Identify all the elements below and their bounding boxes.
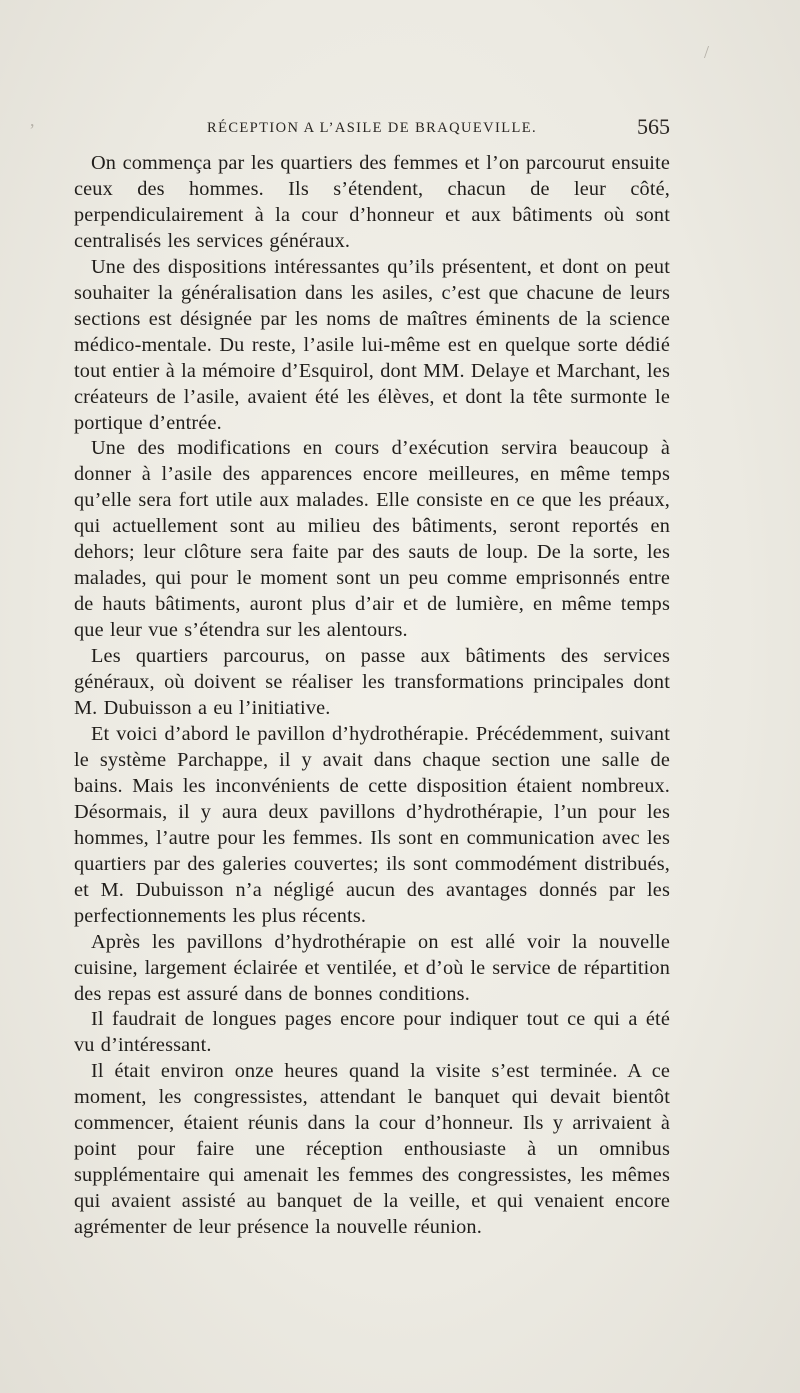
page-number: 565 (637, 114, 670, 139)
margin-mark: / (704, 42, 710, 62)
text-block (74, 151, 670, 1241)
paragraph-3: Une des modifications en cours d’exécution servira beaucoup à donner à l’asile des apparences encore meilleures, en même temps qu’elle sera fort utile aux malades. Elle consiste en ce que les préaux, qui actuellement sont au milieu des bâtiments, seront reportés en dehors; leur clôture sera faite par des sauts de loup. De la sorte, les malades, qui pour le moment sont un peu comme emprisonnés entre de hauts bâtiments, auront plus d’air et de lumière, en même temps que leur vue s’étendra sur les alentours. (74, 437, 670, 642)
paragraph-8: Il était environ onze heures quand la visite s’est terminée. A ce moment, les congressistes, attendant le banquet qui devait bientôt commencer, étaient réunis dans la cour d’honneur. Ils y arrivaient à point pour faire une réception enthousiaste à un omnibus supplémentaire qui amenait les femmes des congressistes, les mêmes qui avaient assisté au banquet de la veille, et qui venaient encore agrémenter de leur présence la nouvelle réunion. (74, 1060, 670, 1239)
paragraph-5: Et voici d’abord le pavillon d’hydrothérapie. Précédemment, suivant le système Parchappe, il y avait dans chaque section une salle de bains. Mais les inconvénients de cette disposition étaient nombreux. Désormais, il y aura deux pavillons d’hydrothérapie, l’un pour les hommes, l’autre pour les femmes. Ils sont en communication avec les quartiers par des galeries couvertes; ils sont commodément distribués, et M. Dubuisson n’a négligé aucun des avantages donnés par les perfectionnements les plus récents. (74, 722, 670, 927)
paragraph-1: On commença par les quartiers des femmes et l’on parcourut ensuite ceux des hommes. Ils s’étendent, chacun de leur côté, perpendiculairement à la cour d’honneur et aux bâtiments où sont centralisés les services généraux. (74, 152, 670, 252)
paragraph-6: Après les pavillons d’hydrothérapie on est allé voir la nouvelle cuisine, largement éclairée et ventilée, et d’où le service de répartition des repas est assuré dans de bonnes conditions. (74, 930, 670, 1005)
running-head (74, 116, 670, 142)
paragraph-7: Il faudrait de longues pages encore pour indiquer tout ce qui a été vu d’intéressant. (74, 1008, 670, 1057)
paragraph-2: Une des dispositions intéressantes qu’ils présentent, et dont on peut souhaiter la généralisation dans les asiles, c’est que chacune de leurs sections est désignée par les noms de maîtres éminents de la science médico-mentale. Du reste, l’asile lui-même est en quelque sorte dédié tout entier à la mémoire d’Esquirol, dont MM. Delaye et Marchant, les créateurs de l’asile, avaient été les élèves, et dont la tête surmonte le portique d’entrée. (74, 255, 670, 434)
paragraph-4: Les quartiers parcourus, on passe aux bâtiments des services généraux, où doivent se réaliser les transformations principales dont M. Dubuisson a eu l’initiative. (74, 645, 670, 720)
running-title: RÉCEPTION A L’ASILE DE BRAQUEVILLE. (207, 120, 537, 136)
margin-mark: , (30, 110, 35, 130)
